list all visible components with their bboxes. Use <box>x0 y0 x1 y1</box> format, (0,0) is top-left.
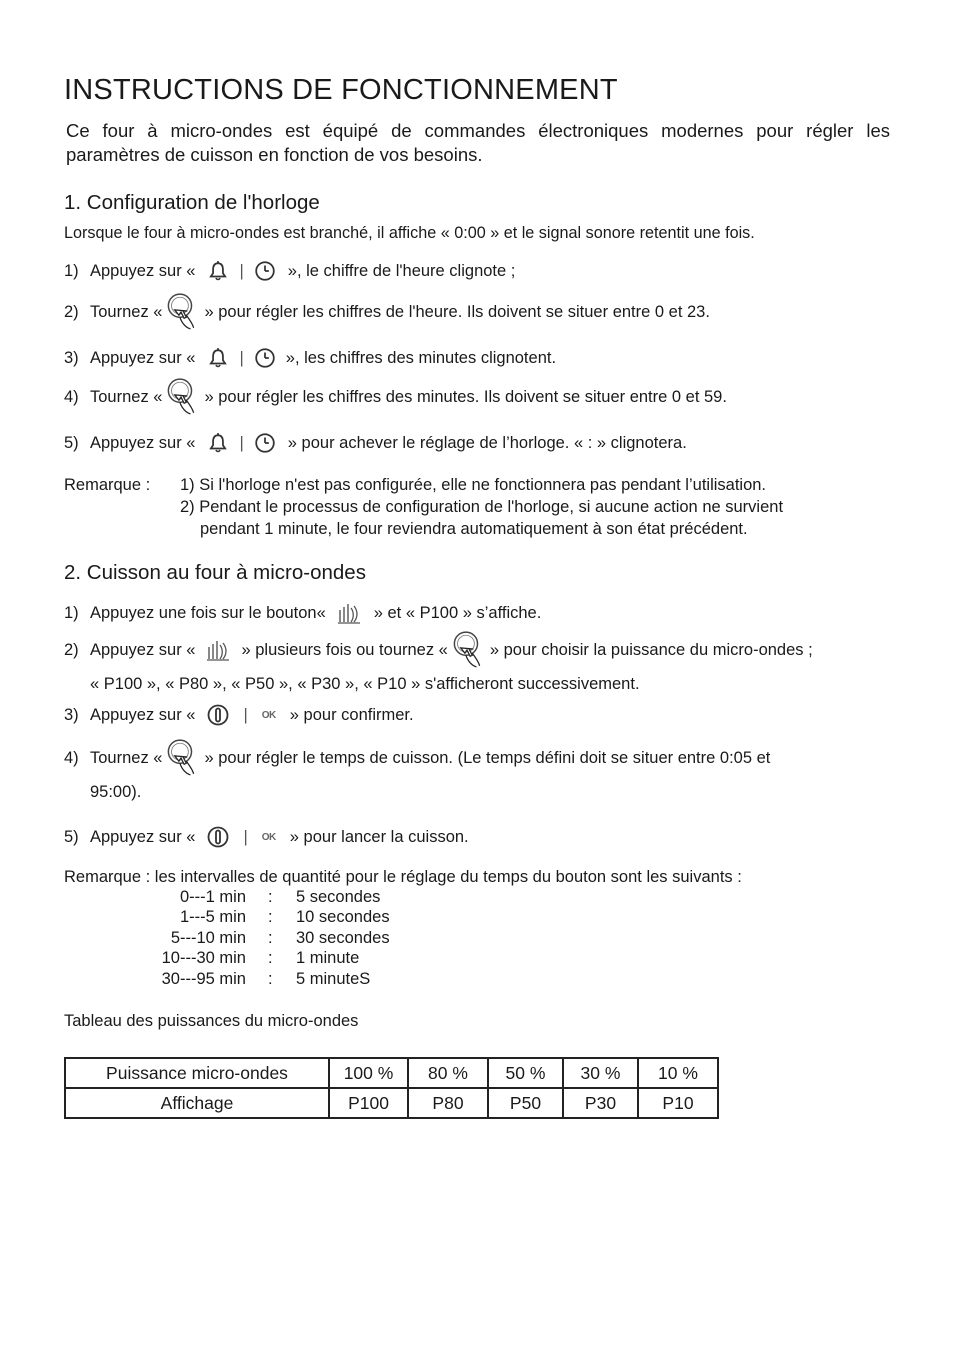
table-cell: P80 <box>408 1088 488 1118</box>
table-cell: 10 % <box>638 1058 718 1088</box>
remark-line: 1) Si l'horloge n'est pas configurée, elle ne fonctionnera pas pendant l’utilisation. <box>180 476 767 494</box>
s2-step-4 <box>64 738 770 778</box>
page-title: INSTRUCTIONS DE FONCTIONNEMENT <box>64 74 618 106</box>
remark-label: Remarque : <box>64 476 151 494</box>
separator: | <box>243 705 248 724</box>
step-text: » pour régler le temps de cuisson. (Le temps défini doit se situer entre 0:05 et <box>204 748 771 767</box>
step-text: » pour confirmer. <box>289 705 414 724</box>
interval-step: 5 minuteS <box>296 970 371 988</box>
table-cell: 50 % <box>488 1058 563 1088</box>
step-text: » pour achever le réglage de l’horloge. « : » clignotera. <box>287 433 687 452</box>
bell-icon <box>207 432 229 454</box>
step-number: 3) <box>64 348 79 367</box>
interval-range: 1---5 min <box>179 908 246 926</box>
step-number: 4) <box>64 748 79 767</box>
step-text: » plusieurs fois ou tournez « <box>241 640 448 659</box>
ok-icon: OK <box>261 709 276 721</box>
section2-heading: 2. Cuisson au four à micro-ondes <box>64 561 366 584</box>
interval-sep: : <box>268 949 273 967</box>
clock-icon <box>254 260 276 282</box>
step-number: 3) <box>64 705 79 724</box>
step-text: Appuyez une fois sur le bouton« <box>90 603 326 622</box>
microwave-power-icon <box>336 602 362 624</box>
s2-step-5 <box>64 822 469 852</box>
step-text: », les chiffres des minutes clignotent. <box>285 348 557 367</box>
step-text: Tournez « <box>90 387 163 406</box>
table-cell: 100 % <box>329 1058 408 1088</box>
s1-step-1 <box>64 256 515 286</box>
interval-step: 10 secondes <box>296 908 390 926</box>
interval-range: 10---30 min <box>161 949 246 967</box>
microwave-power-icon <box>205 639 231 661</box>
step-text: Tournez « <box>90 302 163 321</box>
step-text: Appuyez sur « <box>90 827 196 846</box>
power-table <box>64 1057 719 1119</box>
table-cell: 80 % <box>408 1058 488 1088</box>
step-text: » pour régler les chiffres de l'heure. Ils doivent se situer entre 0 et 23. <box>204 302 710 321</box>
interval-range: 30---95 min <box>161 970 246 988</box>
intro-paragraph: Ce four à micro-ondes est équipé de commandes électroniques modernes pour régler les paramètres de cuisson en fonction de vos besoins. <box>66 120 890 165</box>
s1-step-2 <box>64 292 710 332</box>
separator: | <box>239 433 244 452</box>
interval-step: 5 secondes <box>296 888 381 906</box>
table-caption: Tableau des puissances du micro-ondes <box>64 1012 359 1030</box>
step-number: 5) <box>64 827 79 846</box>
knob-hand-icon <box>164 292 198 332</box>
step-text: » pour lancer la cuisson. <box>289 827 469 846</box>
table-cell: P100 <box>329 1088 408 1118</box>
s1-step-5 <box>64 428 687 458</box>
table-cell: 30 % <box>563 1058 638 1088</box>
s2-step-1 <box>64 598 541 628</box>
step-continuation: 95:00). <box>90 783 142 801</box>
knob-hand-icon <box>164 738 198 778</box>
interval-range: 5---10 min <box>170 929 246 947</box>
step-number: 1) <box>64 261 79 280</box>
interval-range: 0---1 min <box>179 888 246 906</box>
step-number: 2) <box>64 302 79 321</box>
table-cell: P10 <box>638 1088 718 1118</box>
step-text: Appuyez sur « <box>90 705 196 724</box>
table-cell: Puissance micro-ondes <box>65 1058 329 1088</box>
knob-hand-icon <box>450 630 484 670</box>
ok-icon: OK <box>261 831 276 843</box>
step-text: Tournez « <box>90 748 163 767</box>
step-text: Appuyez sur « <box>90 348 196 367</box>
interval-sep: : <box>268 888 273 906</box>
s1-step-4 <box>64 377 727 417</box>
start-icon <box>207 826 229 848</box>
step-text: Appuyez sur « <box>90 261 196 280</box>
separator: | <box>239 261 244 280</box>
s2-step-2 <box>64 630 813 670</box>
separator: | <box>243 827 248 846</box>
remark-line: pendant 1 minute, le four reviendra automatiquement à son état précédent. <box>200 520 748 538</box>
interval-step: 30 secondes <box>296 929 390 947</box>
s1-step-3 <box>64 343 556 373</box>
knob-hand-icon <box>164 377 198 417</box>
step-text: Appuyez sur « <box>90 433 196 452</box>
section1-heading: 1. Configuration de l'horloge <box>64 191 320 214</box>
table-row <box>65 1088 718 1118</box>
table-cell: Affichage <box>65 1088 329 1118</box>
table-cell: P30 <box>563 1088 638 1118</box>
step-text: Appuyez sur « <box>90 640 196 659</box>
table-row <box>65 1058 718 1088</box>
interval-step: 1 minute <box>296 949 360 967</box>
interval-sep: : <box>268 908 273 926</box>
clock-icon <box>254 432 276 454</box>
table-cell: P50 <box>488 1088 563 1118</box>
step-number: 5) <box>64 433 79 452</box>
start-icon <box>207 704 229 726</box>
step-number: 1) <box>64 603 79 622</box>
interval-sep: : <box>268 970 273 988</box>
separator: | <box>239 348 244 367</box>
interval-remark: Remarque : les intervalles de quantité pour le réglage du temps du bouton sont les suivants : <box>64 868 742 886</box>
s2-step-3 <box>64 700 414 730</box>
step-number: 2) <box>64 640 79 659</box>
clock-icon <box>254 347 276 369</box>
bell-icon <box>207 347 229 369</box>
step-number: 4) <box>64 387 79 406</box>
section1-intro: Lorsque le four à micro-ondes est branché, il affiche « 0:00 » et le signal sonore retentit une fois. <box>64 224 755 242</box>
remark-line: 2) Pendant le processus de configuration de l'horloge, si aucune action ne survient <box>180 498 784 516</box>
step-text: », le chiffre de l'heure clignote ; <box>287 261 516 280</box>
step-text: » et « P100 » s’affiche. <box>373 603 542 622</box>
interval-sep: : <box>268 929 273 947</box>
step-continuation: « P100 », « P80 », « P50 », « P30 », « P10 » s'afficheront successivement. <box>90 675 640 693</box>
bell-icon <box>207 260 229 282</box>
step-text: » pour régler les chiffres des minutes. Ils doivent se situer entre 0 et 59. <box>204 387 727 406</box>
step-text: » pour choisir la puissance du micro-ondes ; <box>489 640 813 659</box>
